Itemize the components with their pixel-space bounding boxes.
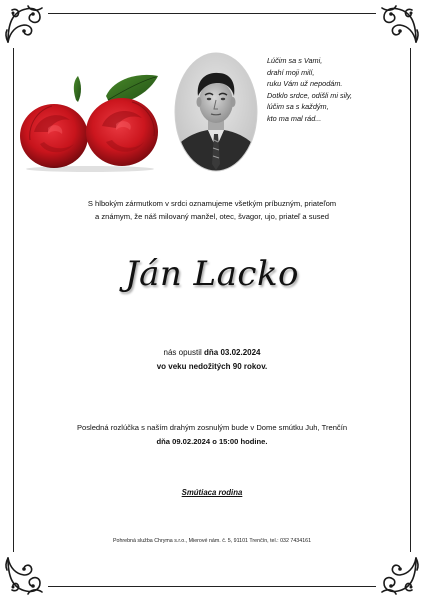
flourish-icon xyxy=(2,552,48,598)
flourish-icon xyxy=(376,2,422,48)
announcement-line: S hlbokým zármutkom v srdci oznamujeme všetkým príbuzným, priateľom xyxy=(87,199,337,208)
red-roses-image xyxy=(18,70,168,172)
corner-flourish-bottom-left xyxy=(2,552,48,598)
poem-line: drahí moji milí, xyxy=(267,67,315,77)
announcement-text xyxy=(30,197,394,224)
poem-line: Lúčim sa s Vami, xyxy=(267,56,323,65)
corner-flourish-top-left xyxy=(2,2,48,48)
death-date: dňa 03.02.2024 xyxy=(204,348,261,357)
death-date-line xyxy=(40,346,384,360)
flourish-icon xyxy=(376,552,422,598)
death-info xyxy=(40,346,384,373)
funeral-service-footer: Pohrebná služba Chryma s.r.o., Mierové nám. č. 5, 91101 Trenčín, tel.: 032 7434161 xyxy=(112,538,312,544)
poem-line: kto ma mal rád... xyxy=(267,113,322,123)
poem-line: Dotklo srdce, odišli mi sily, xyxy=(267,90,353,100)
death-prefix: nás opustil xyxy=(163,348,202,357)
announcement-line: a známym, že náš milovaný manžel, otec, švagor, ujo, priateľ a sused xyxy=(95,212,329,222)
poem-line: ruku Vám už nepodám. xyxy=(267,79,343,89)
farewell-datetime: dňa 09.02.2024 o 15:00 hodine. xyxy=(156,436,268,446)
flourish-icon xyxy=(2,2,48,48)
poem-line: lúčim sa s každým, xyxy=(267,102,329,112)
corner-flourish-top-right xyxy=(376,2,422,48)
poem xyxy=(267,55,407,125)
farewell-info xyxy=(30,421,394,448)
deceased-name: Ján Lacko xyxy=(124,254,300,294)
farewell-location: Posledná rozlúčka s naším drahým zosnulým bude v Dome smútku Juh, Trenčín xyxy=(76,423,348,432)
family-signature: Smútiaca rodina xyxy=(181,488,243,497)
death-age: vo veku nedožitých 90 rokov. xyxy=(156,361,268,371)
corner-flourish-bottom-right xyxy=(376,552,422,598)
portrait-photo xyxy=(174,52,258,172)
